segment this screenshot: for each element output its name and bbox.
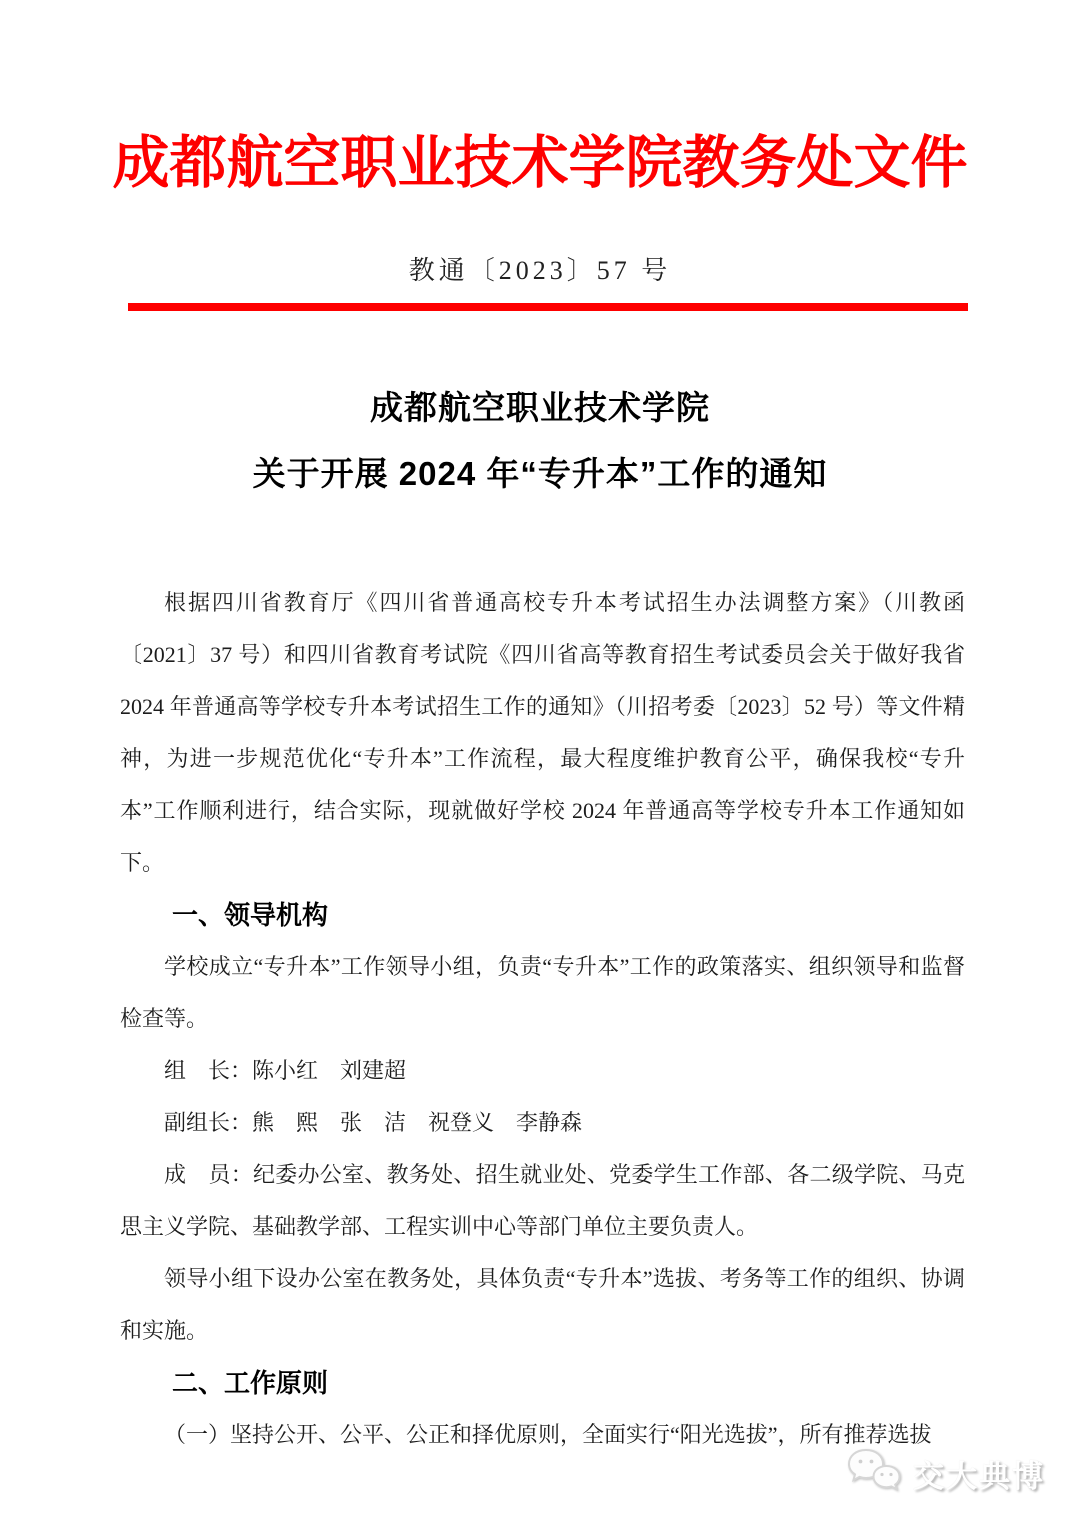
paragraph-principle-1: （一）坚持公开、公平、公正和择优原则，全面实行“阳光选拔”，所有推荐选拔: [164, 1422, 932, 1447]
section-heading-2: 二、工作原则: [172, 1368, 329, 1398]
paragraph-deputy-leaders: 副组长：熊 熙 张 洁 祝登义 李静森: [164, 1110, 583, 1135]
paragraph-members: 成 员：纪委办公室、教务处、招生就业处、党委学生工作部、各二级学院、马克思主义学院、基础教学部、工程实训中心等部门单位主要负责人。: [120, 1162, 965, 1239]
paragraph-office: 领导小组下设办公室在教务处，具体负责“专升本”选拔、考务等工作的组织、协调和实施。: [120, 1266, 965, 1343]
red-divider-line: [128, 303, 968, 311]
document-title: [0, 388, 1080, 494]
watermark-text: 交大典博: [913, 1459, 1045, 1494]
document-body: [120, 577, 965, 1461]
paragraph-intro: 根据四川省教育厅《四川省普通高校专升本考试招生办法调整方案》（川教函〔2021〕37 号）和四川省教育考试院《四川省高等教育招生考试委员会关于做好我省 2024 年普通高等学校专升本考试招生工作的通知》（川招考委〔2023〕52 号）等文件精神，为进一步规范优化“专升本”工作流程，最大程度维护教育公平，确保我校“专升本”工作顺利进行，结合实际，现就做好学校 2024 年普通高等学校专升本工作通知如下。: [120, 590, 965, 875]
document-number: 教通〔2023〕57 号: [408, 256, 672, 285]
watermark: [845, 1446, 1045, 1501]
wechat-icon: [845, 1446, 903, 1501]
document-title-line2: 关于开展 2024 年“专升本”工作的通知: [252, 455, 828, 492]
section-heading-1: 一、领导机构: [172, 900, 329, 930]
paragraph-group-leader: 组 长：陈小红 刘建超: [164, 1058, 407, 1083]
paragraph-leading-group: 学校成立“专升本”工作领导小组，负责“专升本”工作的政策落实、组织领导和监督检查等。: [120, 954, 965, 1031]
document-masthead: 成都航空职业技术学院教务处文件: [112, 131, 968, 195]
document-title-line1: 成都航空职业技术学院: [370, 389, 710, 426]
